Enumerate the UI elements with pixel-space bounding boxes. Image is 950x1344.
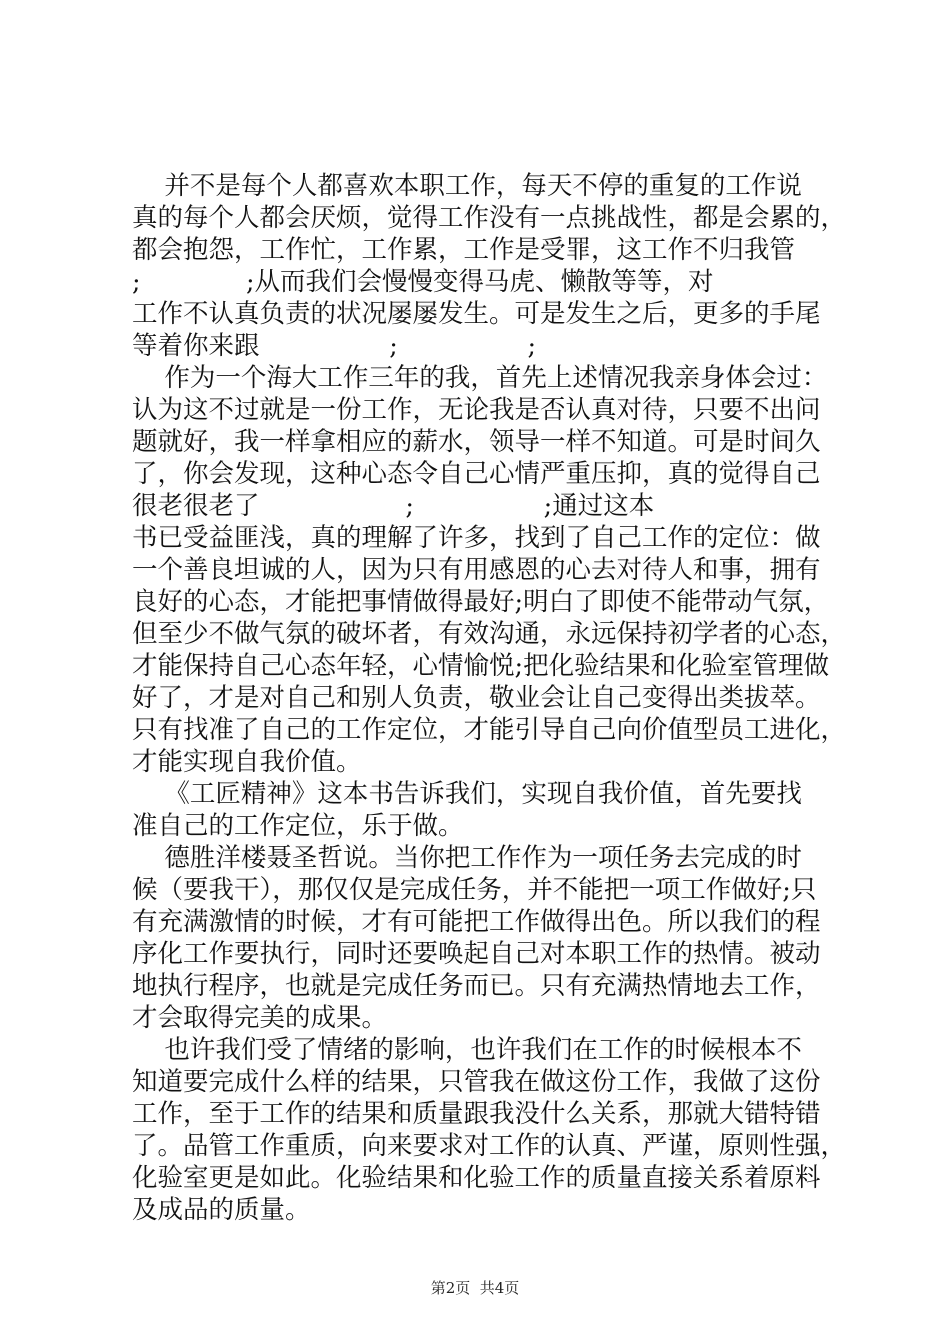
- text-line: 准自己的工作定位，乐于做。: [132, 811, 464, 841]
- text-line: 有充满激情的时候，才有可能把工作做得出色。所以我们的程: [132, 907, 821, 937]
- text-line: 题就好，我一样拿相应的薪水，领导一样不知道。可是时间久: [132, 427, 821, 457]
- text-line: 都会抱怨，工作忙，工作累，工作是受罪，这工作不归我管: [132, 235, 796, 265]
- text-line: 并不是每个人都喜欢本职工作，每天不停的重复的工作说: [132, 171, 802, 201]
- text-line: 了。品管工作重质，向来要求对工作的认真、严谨，原则性强，: [132, 1131, 847, 1161]
- text-line: 真的每个人都会厌烦，觉得工作没有一点挑战性，都是会累的，: [132, 203, 847, 233]
- text-line: 地执行程序，也就是完成任务而已。只有充满热情地去工作，: [132, 971, 821, 1001]
- text-line: 才能保持自己心态年轻，心情愉悦;把化验结果和化验室管理做: [132, 651, 830, 681]
- text-line: 工作不认真负责的状况屡屡发生。可是发生之后，更多的手尾: [132, 299, 821, 329]
- text-line: 化验室更是如此。化验结果和化验工作的质量直接关系着原料: [132, 1163, 821, 1193]
- text-line: 及成品的质量。: [132, 1195, 311, 1225]
- text-line: 只有找准了自己的工作定位，才能引导自己向价值型员工进化，: [132, 715, 847, 745]
- text-line: 工作，至于工作的结果和质量跟我没什么关系，那就大错特错: [132, 1099, 821, 1129]
- text-line: 德胜洋楼聂圣哲说。当你把工作作为一项任务去完成的时: [132, 843, 802, 873]
- text-line: 一个善良坦诚的人，因为只有用感恩的心去对待人和事，拥有: [132, 555, 821, 585]
- text-line: 序化工作要执行，同时还要唤起自己对本职工作的热情。被动: [132, 939, 821, 969]
- text-line: ; ;从而我们会慢慢变得马虎、懒散等等，对: [132, 267, 714, 297]
- text-line: 认为这不过就是一份工作，无论我是否认真对待，只要不出问: [132, 395, 821, 425]
- text-line: 书已受益匪浅，真的理解了许多，找到了自己工作的定位：做: [132, 523, 821, 553]
- text-line: 但至少不做气氛的破坏者，有效沟通，永远保持初学者的心态，: [132, 619, 847, 649]
- text-line: 《工匠精神》这本书告诉我们，实现自我价值，首先要找: [132, 779, 802, 809]
- text-line: 等着你来跟 ; ;: [132, 331, 537, 361]
- text-line: 良好的心态，才能把事情做得最好;明白了即使不能带动气氛，: [132, 587, 830, 617]
- text-line: 才能实现自我价值。: [132, 747, 362, 777]
- text-line: 好了，才是对自己和别人负责，敬业会让自己变得出类拔萃。: [132, 683, 821, 713]
- text-line: 了，你会发现，这种心态令自己心情严重压抑，真的觉得自己: [132, 459, 821, 489]
- text-line: 也许我们受了情绪的影响，也许我们在工作的时候根本不: [132, 1035, 802, 1065]
- text-line: 很老很老了 ; ;通过这本: [132, 491, 655, 521]
- text-line: 作为一个海大工作三年的我，首先上述情况我亲身体会过：: [132, 363, 828, 393]
- text-line: 候（要我干），那仅仅是完成任务，并不能把一项工作做好;只: [132, 875, 817, 905]
- text-line: 知道要完成什么样的结果，只管我在做这份工作，我做了这份: [132, 1067, 821, 1097]
- page-footer: 第2页 共4页: [430, 1279, 520, 1297]
- text-line: 才会取得完美的成果。: [132, 1003, 388, 1033]
